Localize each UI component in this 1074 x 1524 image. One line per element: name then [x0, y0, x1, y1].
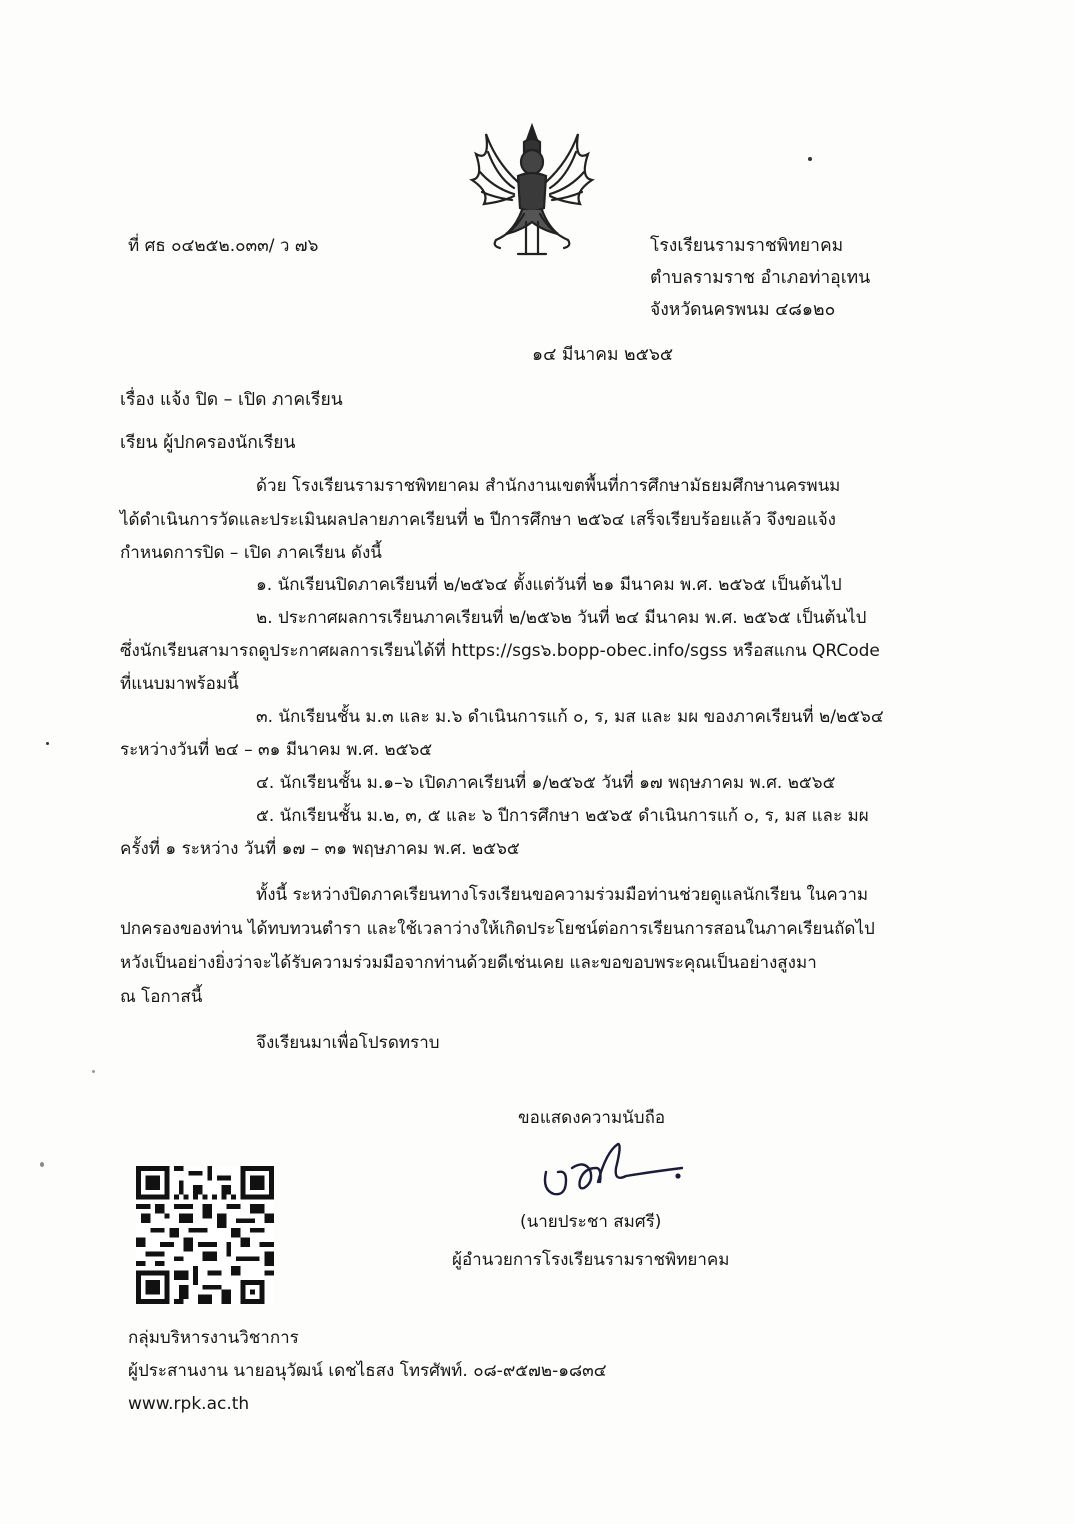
body-line: ครั้งที่ ๑ ระหว่าง วันที่ ๑๗ – ๓๑ พฤษภาคม พ.ศ. ๒๕๖๕ [120, 839, 520, 859]
scan-speck [40, 1162, 44, 1167]
body-paragraph-line: หวังเป็นอย่างยิ่งว่าจะได้รับความร่วมมือจากท่านด้วยดีเช่นเคย และขอขอบพระคุณเป็นอย่างสูงมา [120, 953, 817, 973]
footer-department: กลุ่มบริหารงานวิชาการ [128, 1328, 299, 1348]
footer-website: www.rpk.ac.th [128, 1394, 250, 1414]
garuda-emblem-icon [466, 122, 598, 258]
closing-regards: ขอแสดงความนับถือ [518, 1108, 666, 1128]
body-line: ที่แนบมาพร้อมนี้ [120, 674, 239, 694]
school-name: โรงเรียนรามราชพิทยาคม [650, 236, 844, 256]
signature-icon [532, 1138, 692, 1204]
body-line: ด้วย โรงเรียนรามราชพิทยาคม สำนักงานเขตพื้นที่การศึกษามัธยมศึกษานครพนม [256, 476, 841, 496]
body-item-1: ๑. นักเรียนปิดภาคเรียนที่ ๒/๒๕๖๔ ตั้งแต่วันที่ ๒๑ มีนาคม พ.ศ. ๒๕๖๕ เป็นต้นไป [256, 575, 842, 595]
qr-code-icon [136, 1166, 274, 1304]
signatory-name: (นายประชา สมศรี) [520, 1212, 662, 1232]
footer-coordinator: ผู้ประสานงาน นายอนุวัฒน์ เดชไธสง โทรศัพท์. ๐๘-๙๕๗๒-๑๘๓๔ [128, 1361, 607, 1381]
letter-date: ๑๔ มีนาคม ๒๕๖๕ [532, 345, 674, 365]
scan-speck [808, 157, 812, 161]
body-line: ได้ดำเนินการวัดและประเมินผลปลายภาคเรียนที่ ๒ ปีการศึกษา ๒๕๖๔ เสร็จเรียบร้อยแล้ว จึงขอแจ้ง [120, 510, 836, 530]
body-line: ระหว่างวันที่ ๒๔ – ๓๑ มีนาคม พ.ศ. ๒๕๖๕ [120, 740, 433, 760]
body-line-with-link: ซึ่งนักเรียนสามารถดูประกาศผลการเรียนได้ที่ https://sgs๖.bopp-obec.info/sgss หรือสแกน QRCode [120, 641, 880, 661]
body-paragraph-line: ณ โอกาสนี้ [120, 987, 203, 1007]
body-item-4: ๔. นักเรียนชั้น ม.๑–๖ เปิดภาคเรียนที่ ๑/๒๕๖๕ วันที่ ๑๗ พฤษภาคม พ.ศ. ๒๕๖๕ [256, 773, 836, 793]
closing-sentence: จึงเรียนมาเพื่อโปรดทราบ [256, 1033, 440, 1053]
scan-speck [46, 742, 49, 745]
letter-subject: เรื่อง แจ้ง ปิด – เปิด ภาคเรียน [120, 390, 343, 410]
body-paragraph-line: ทั้งนี้ ระหว่างปิดภาคเรียนทางโรงเรียนขอความร่วมมือท่านช่วยดูแลนักเรียน ในความ [256, 885, 869, 905]
document-number: ที่ ศธ ๐๔๒๕๒.๐๓๓/ ว ๗๖ [128, 236, 319, 256]
scan-speck [92, 1070, 95, 1073]
body-line: กำหนดการปิด – เปิด ภาคเรียน ดังนี้ [120, 543, 382, 563]
body-paragraph-line: ปกครองของท่าน ได้ทบทวนตำรา และใช้เวลาว่างให้เกิดประโยชน์ต่อการเรียนการสอนในภาคเรียนถัดไป [120, 919, 875, 939]
body-item-5: ๕. นักเรียนชั้น ม.๒, ๓, ๕ และ ๖ ปีการศึกษา ๒๕๖๕ ดำเนินการแก้ ๐, ร, มส และ มผ [256, 806, 869, 826]
signatory-position: ผู้อำนวยการโรงเรียนรามราชพิทยาคม [452, 1250, 730, 1270]
school-province: จังหวัดนครพนม ๔๘๑๒๐ [650, 300, 836, 320]
body-item-2: ๒. ประกาศผลการเรียนภาคเรียนที่ ๒/๒๕๖๒ วันที่ ๒๔ มีนาคม พ.ศ. ๒๕๖๕ เป็นต้นไป [256, 608, 867, 628]
body-item-3: ๓. นักเรียนชั้น ม.๓ และ ม.๖ ดำเนินการแก้ ๐, ร, มส และ มผ ของภาคเรียนที่ ๒/๒๕๖๔ [256, 707, 884, 727]
school-district: ตำบลรามราช อำเภอท่าอุเทน [650, 268, 871, 288]
letter-salutation: เรียน ผู้ปกครองนักเรียน [120, 433, 296, 453]
